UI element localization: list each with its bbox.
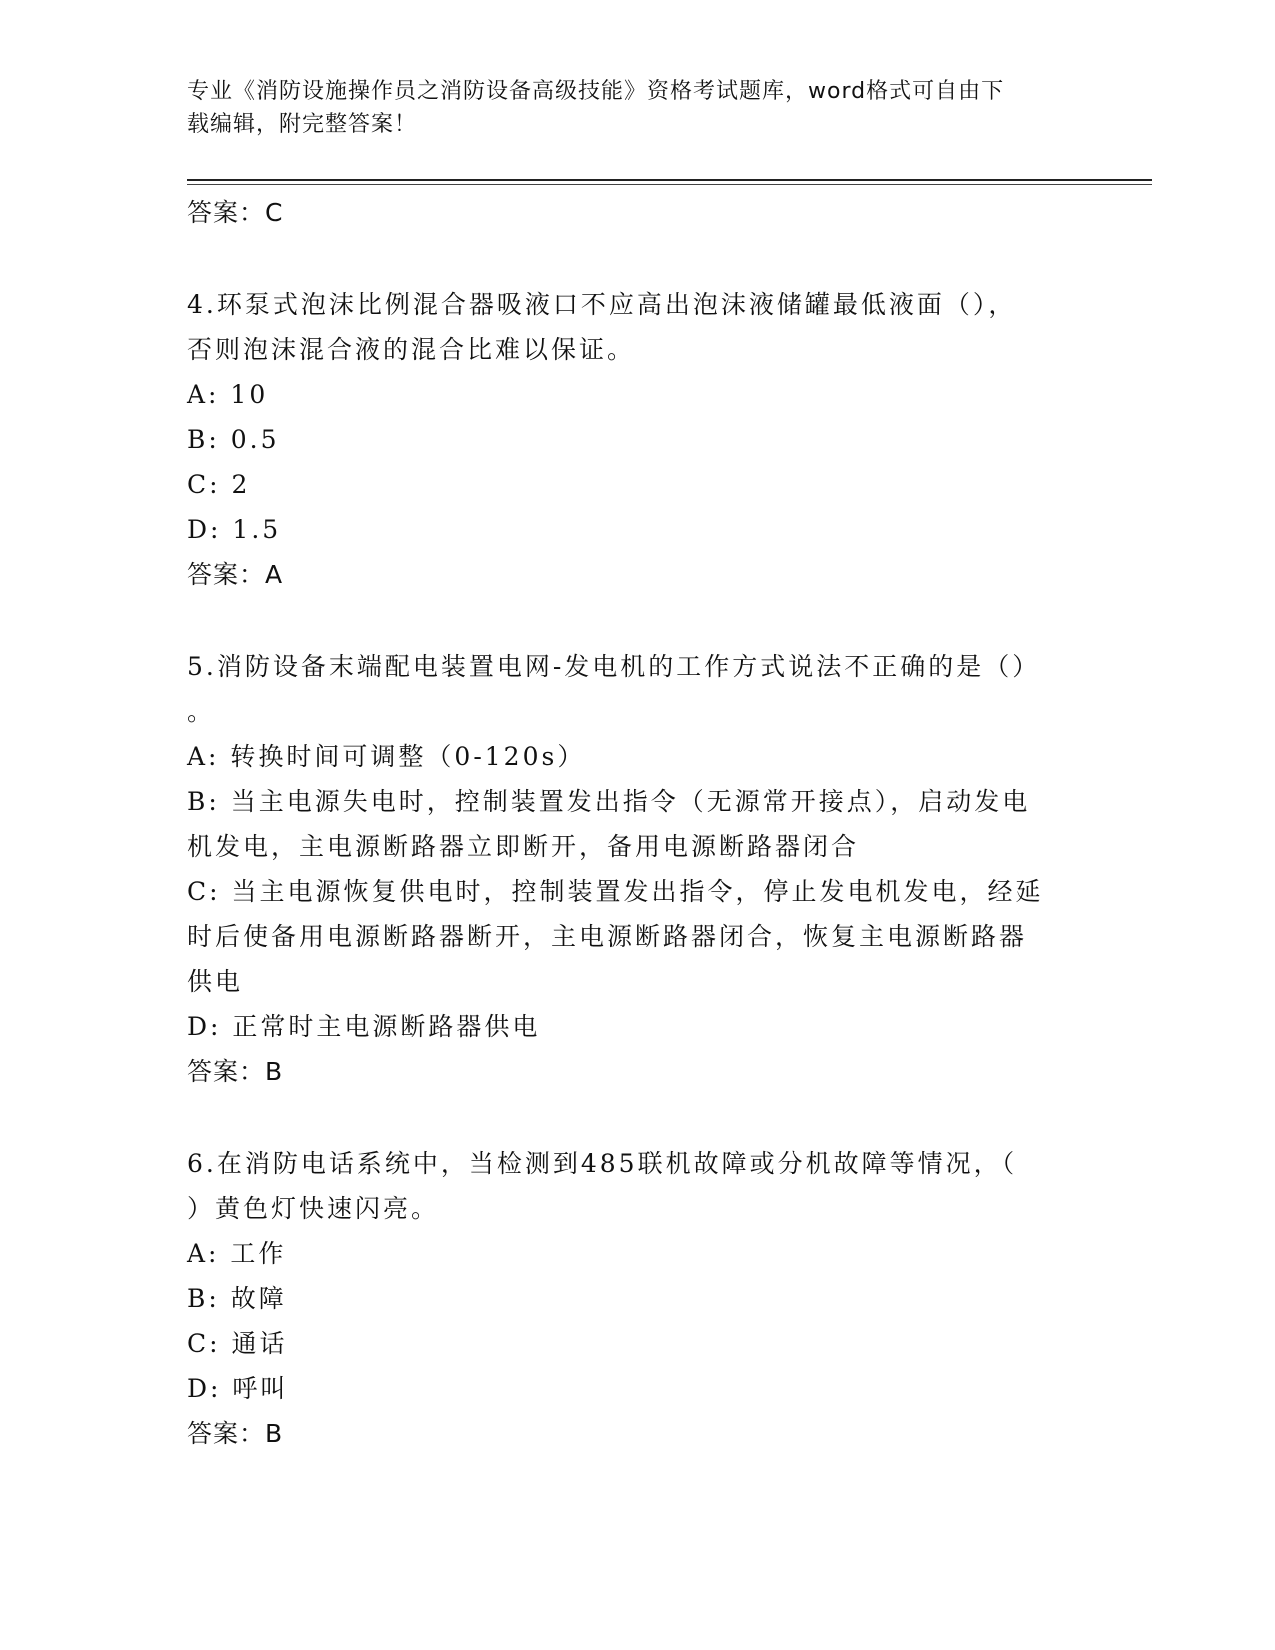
header-divider [187,179,1152,181]
option-c-continued: 供电 [187,967,244,996]
answer-line: 答案：B [187,1057,284,1086]
question-text: 否则泡沫混合液的混合比难以保证。 [187,335,636,364]
option-b: B: 当主电源失电时，控制装置发出指令（无源常开接点），启动发电 [187,787,1031,816]
option-c: C: 当主电源恢复供电时，控制装置发出指令，停止发电机发电，经延 [187,877,1044,906]
answer-line: 答案：A [187,560,284,589]
option-b: B: 故障 [187,1284,287,1313]
document-header [187,75,1067,141]
option-d: D: 正常时主电源断路器供电 [187,1012,541,1041]
option-c: C: 2 [187,470,251,499]
question-text: 5.消防设备末端配电装置电网-发电机的工作方式说法不正确的是（） [187,652,1041,681]
answer-line: 答案：B [187,1419,284,1448]
option-a: A: 工作 [187,1239,287,1268]
option-b-continued: 机发电，主电源断路器立即断开，备用电源断路器闭合 [187,832,860,861]
question-gap [187,1095,1077,1141]
option-b: B: 0.5 [187,425,280,454]
question-text: 。 [187,697,216,726]
option-a: A: 10 [187,380,269,409]
answer-line: 答案：C [187,198,284,227]
question-block [187,644,1077,1095]
option-d: D: 呼叫 [187,1374,289,1403]
option-c-continued: 时后使备用电源断路器断开，主电源断路器闭合，恢复主电源断路器 [187,922,1028,951]
question-text: 6.在消防电话系统中，当检测到485联机故障或分机故障等情况，（ [187,1149,1018,1178]
header-line-2: 载编辑，附完整答案！ [187,112,418,137]
question-gap [187,598,1077,644]
question-block [187,282,1077,598]
option-d: D: 1.5 [187,515,282,544]
question-gap [187,236,1077,282]
question-list [187,190,1077,1457]
option-c: C: 通话 [187,1329,288,1358]
header-line-1: 专业《消防设施操作员之消防设备高级技能》资格考试题库，word格式可自由下 [187,79,1005,104]
question-text: ）黄色灯快速闪亮。 [187,1194,440,1223]
header-divider-thin [187,184,1152,185]
question-text: 4.环泵式泡沫比例混合器吸液口不应高出泡沫液储罐最低液面（）， [187,290,1017,319]
question-block [187,1141,1077,1457]
option-a: A: 转换时间可调整（0-120s） [187,742,586,771]
